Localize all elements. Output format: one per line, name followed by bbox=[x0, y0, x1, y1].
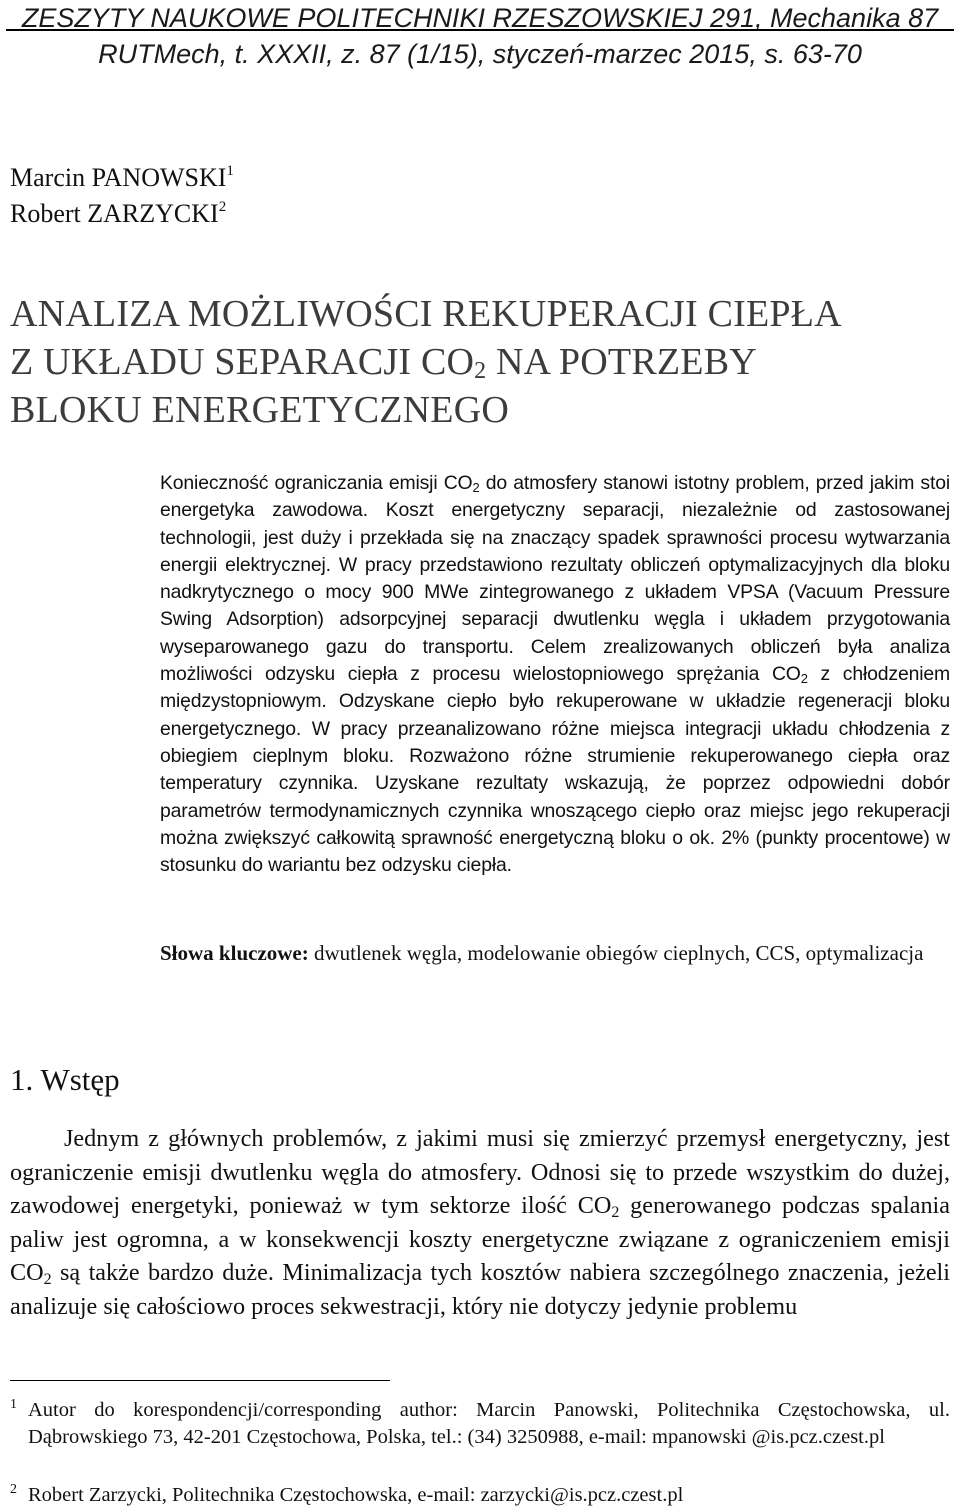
journal-header-line1: ZESZYTY NAUKOWE POLITECHNIKI RZESZOWSKIEJ 291, Mechanika 87 bbox=[21, 3, 939, 33]
footnote-1 bbox=[10, 1397, 950, 1451]
author-1 bbox=[10, 160, 234, 196]
keywords-label: Słowa kluczowe: bbox=[160, 941, 309, 965]
paper-title bbox=[10, 290, 955, 434]
author-footnote-mark: 2 bbox=[218, 199, 227, 215]
body-paragraph: Jednym z głównych problemów, z jakimi musi się zmierzyć przemysł energetyczny, jest ograniczenie emisji dwutlenku węgla do atmosfery. Odnosi się to przede wszystkim do dużej, zawodowej energetyki, ponieważ w tym sektorze ilość $CO_2$ generowanego podczas spalania paliw jest ogromna, a w konsekwencji koszty energetyczne związane z ograniczeniem emisji $CO_2$ są także bardzo duże. Minimalizacja tych kosztów nabiera szczególnego znaczenia, jeżeli analizuje się całościowo proces sekwestracji, który nie dotyczy jedynie problemu bbox=[10, 1125, 950, 1320]
keywords-text: dwutlenek węgla, modelowanie obiegów cieplnych, CCS, optymalizacja bbox=[308, 941, 924, 965]
footnote-text: Autor do korespondencji/corresponding author: Marcin Panowski, Politechnika Częstochowska, ul. Dąbrowskiego 73, 42-201 Częstochowa, Polska, tel.: (34) 3250988, e-mail: mpanowski @is.pcz.czest.pl bbox=[28, 1399, 950, 1448]
author-name: Marcin PANOWSKI bbox=[10, 163, 227, 192]
author-name: Robert ZARZYCKI bbox=[10, 199, 219, 228]
footnote-2 bbox=[10, 1482, 950, 1509]
section-heading: 1. Wstęp bbox=[10, 1062, 120, 1097]
title-line: BLOKU ENERGETYCZNEGO bbox=[10, 389, 510, 431]
author-footnote-mark: 1 bbox=[226, 163, 234, 179]
title-line: Z UKŁADU SEPARACJI $CO_2$ NA POTRZEBY bbox=[10, 341, 757, 384]
footnote-mark: 1 bbox=[10, 1397, 17, 1412]
footnote-rule bbox=[10, 1380, 390, 1381]
header-rule bbox=[6, 29, 954, 31]
journal-header-line2: RUTMech, t. XXXII, z. 87 (1/15), styczeń-marzec 2015, s. 63-70 bbox=[98, 39, 862, 69]
title-line: ANALIZA MOŻLIWOŚCI REKUPERACJI CIEPŁA bbox=[10, 293, 842, 335]
author-2 bbox=[10, 196, 226, 232]
keywords bbox=[160, 938, 950, 968]
footnote-mark: 2 bbox=[10, 1482, 17, 1497]
abstract: Konieczność ograniczania emisji $CO_2$ do atmosfery stanowi istotny problem, przed jakim stoi energetyka zawodowa. Koszt energetyczny separacji, niezależnie od zastosowanej technologii, jest duży i przekłada się na znaczący spadek sprawności procesu wytwarzania energii elektrycznej. W pracy przedstawiono rezultaty obliczeń optymalizacyjnych dla bloku nadkrytycznego o mocy 900 MWe zintegrowanego z układem VPSA (Vacuum Pressure Swing Adsorption) adsorpcyjnej separacji dwutlenku węgla i układem przygotowania wyseparowanego gazu do transportu. Celem zrealizowanych obliczeń była analiza możliwości odzysku ciepła z procesu wielostopniowego sprężania $CO_2$ z chłodzeniem międzystopniowym. Odzyskane ciepło było rekuperowane w układzie regeneracji bloku energetycznego. W pracy przeanalizowano różne miejsca integracji układu chłodzenia z obiegiem cieplnym bloku. Rozważono różne strumienie rekuperowanego ciepła oraz temperatury czynnika. Uzyskane rezultaty wskazują, że poprzez odpowiedni dobór parametrów termodynamicznych czynnika wnoszącego ciepło oraz miejsc jego rekuperacji można zwiększyć całkowitą sprawność energetyczną bloku o ok. 2% (punkty procentowe) w stosunku do wariantu bez odzysku ciepła. bbox=[160, 472, 951, 877]
footnote-text: Robert Zarzycki, Politechnika Częstochowska, e-mail: zarzycki@is.pcz.czest.pl bbox=[28, 1484, 684, 1506]
